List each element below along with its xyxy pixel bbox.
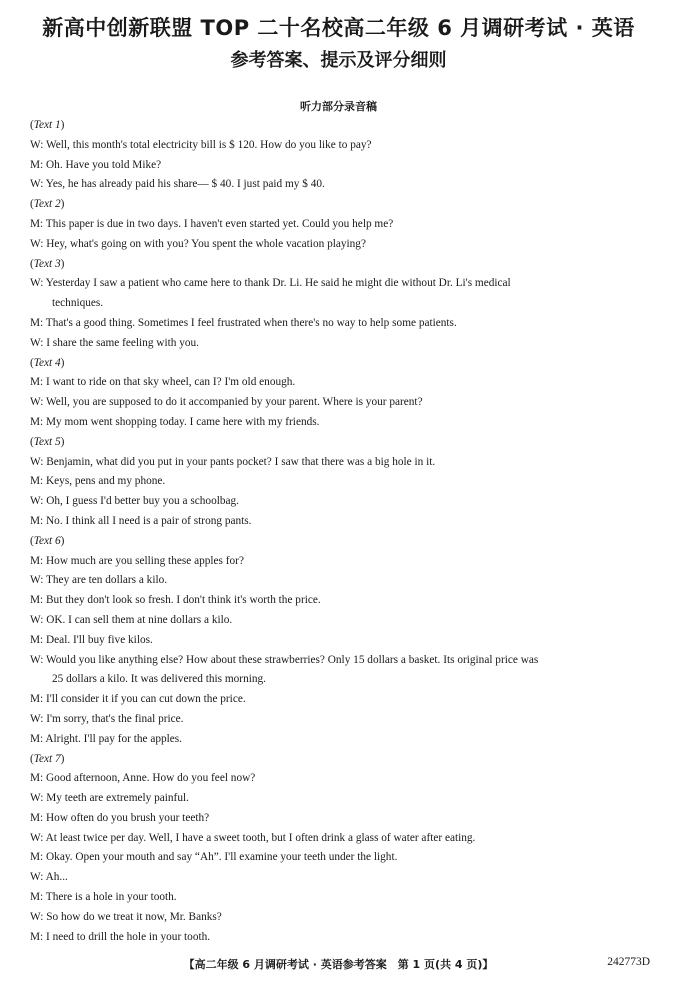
- dialogue-continuation: techniques.: [52, 297, 104, 310]
- text-heading: (Text 6): [30, 534, 65, 547]
- dialogue-line: M: I need to drill the hole in your tooth.: [30, 930, 211, 943]
- text-heading: (Text 5): [30, 435, 65, 448]
- dialogue-line: W: OK. I can sell them at nine dollars a kilo.: [30, 613, 233, 626]
- dialogue-continuation: 25 dollars a kilo. It was delivered this morning.: [52, 673, 266, 686]
- dialogue-line: W: I'm sorry, that's the final price.: [30, 712, 184, 725]
- text-heading-label: Text 2: [33, 198, 61, 211]
- dialogue-line: M: How much are you selling these apples for?: [30, 554, 244, 567]
- dialogue-line: M: Good afternoon, Anne. How do you feel now?: [30, 772, 256, 785]
- dialogue-line: M: This paper is due in two days. I haven't even started yet. Could you help me?: [30, 217, 394, 230]
- dialogue-line: W: Well, you are supposed to do it accompanied by your parent. Where is your parent?: [30, 396, 423, 409]
- dialogue-line: M: Deal. I'll buy five kilos.: [30, 633, 153, 646]
- section-title: 听力部分录音稿: [300, 100, 377, 113]
- dialogue-line: M: No. I think all I need is a pair of strong pants.: [30, 514, 252, 527]
- dialogue-line: W: Ah...: [30, 871, 68, 884]
- dialogue-line: M: That's a good thing. Sometimes I feel frustrated when there's no way to help some patients.: [30, 316, 457, 329]
- dialogue-line: M: But they don't look so fresh. I don't think it's worth the price.: [30, 594, 321, 607]
- text-heading-label: Text 1: [33, 119, 61, 131]
- text-heading-label: Text 7: [33, 752, 61, 765]
- dialogue-line: M: I'll consider it if you can cut down the price.: [30, 693, 246, 706]
- text-heading: (Text 4): [30, 356, 65, 369]
- dialogue-line: M: I want to ride on that sky wheel, can I? I'm old enough.: [30, 376, 296, 389]
- page-footer: [0, 956, 677, 972]
- dialogue-line: M: Oh. Have you told Mike?: [30, 158, 162, 171]
- text-heading: (Text 3): [30, 257, 65, 270]
- dialogue-line: W: Yes, he has already paid his share— $ 40. I just paid my $ 40.: [30, 178, 325, 191]
- dialogue-line: M: My mom went shopping today. I came here with my friends.: [30, 415, 320, 428]
- dialogue-line: W: They are ten dollars a kilo.: [30, 574, 168, 587]
- dialogue-line: M: Keys, pens and my phone.: [30, 475, 166, 488]
- dialogue-line: M: Alright. I'll pay for the apples.: [30, 732, 183, 745]
- text-heading-label: Text 3: [33, 257, 61, 270]
- text-heading: (Text 7): [30, 752, 65, 765]
- dialogue-line: M: There is a hole in your tooth.: [30, 891, 177, 904]
- dialogue-line: W: At least twice per day. Well, I have a sweet tooth, but I often drink a glass of water after eating.: [30, 831, 476, 844]
- text-heading: (Text 1): [30, 119, 65, 131]
- text-heading-label: Text 4: [33, 356, 61, 369]
- document-title: 新高中创新联盟 TOP 二十名校高二年级 6 月调研考试 · 英语: [42, 16, 635, 40]
- dialogue-line: W: Yesterday I saw a patient who came here to thank Dr. Li. He said he might die without Dr. Li's medical: [30, 277, 511, 290]
- dialogue-line: W: Well, this month's total electricity bill is $ 120. How do you like to pay?: [30, 138, 372, 151]
- dialogue-line: W: My teeth are extremely painful.: [30, 792, 189, 805]
- footer-text: 【高二年级 6 月调研考试 · 英语参考答案 第 1 页(共 4 页)】: [183, 958, 494, 971]
- dialogue-line: W: Would you like anything else? How about these strawberries? Only 15 dollars a basket. Its original price was: [30, 653, 539, 666]
- dialogue-line: W: I share the same feeling with you.: [30, 336, 199, 349]
- document-subtitle: 参考答案、提示及评分细则: [230, 50, 447, 71]
- transcript: [30, 116, 652, 947]
- dialogue-line: W: So how do we treat it now, Mr. Banks?: [30, 910, 222, 923]
- dialogue-line: W: Hey, what's going on with you? You spent the whole vacation playing?: [30, 237, 366, 250]
- dialogue-line: M: How often do you brush your teeth?: [30, 811, 210, 824]
- footer-code: 242773D: [607, 956, 650, 968]
- text-heading-label: Text 5: [33, 435, 61, 448]
- text-heading: (Text 2): [30, 198, 65, 211]
- dialogue-line: W: Benjamin, what did you put in your pants pocket? I saw that there was a big hole in it.: [30, 455, 436, 468]
- text-heading-label: Text 6: [33, 534, 61, 547]
- dialogue-line: M: Okay. Open your mouth and say “Ah”. I'll examine your teeth under the light.: [30, 851, 398, 864]
- dialogue-line: W: Oh, I guess I'd better buy you a schoolbag.: [30, 495, 239, 508]
